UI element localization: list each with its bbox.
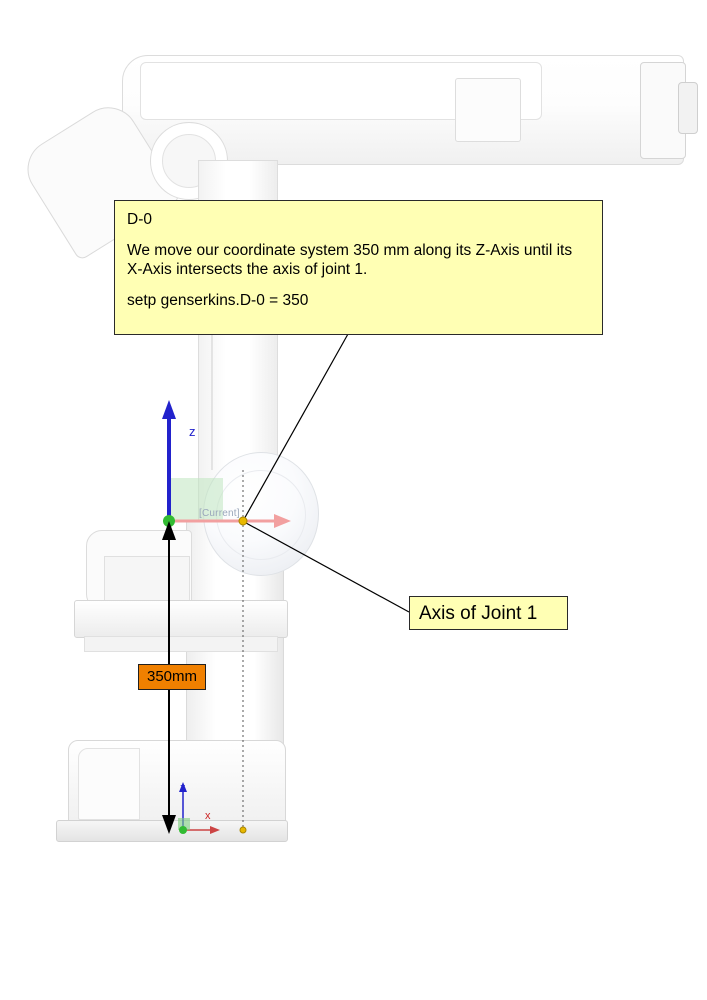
leader-line-joint-axis [246,523,409,612]
origin-marker-lower [179,826,187,834]
callout-d0-body: We move our coordinate system 350 mm along its Z-Axis until its X-Axis intersects the axis of joint 1. [127,242,573,278]
callout-d0-spacer-1 [127,229,590,241]
callout-d0-code: setp genserkins.D-0 = 350 [127,292,309,309]
x-axis-lower-label: x [205,810,211,822]
current-frame-label: [Current] [199,508,240,519]
x-axis-lower-arrowhead [210,826,220,834]
joint1-point-marker [239,517,247,525]
leader-line-d0 [243,334,348,521]
dimension-label-350mm: 350mm [138,664,206,690]
joint-axis-base-marker [240,827,246,833]
callout-d0-spacer-2 [127,279,590,291]
z-axis-upper-label: z [189,424,196,439]
dimension-arrow-down [162,815,176,834]
x-axis-upper-arrowhead [274,514,291,528]
callout-axis-of-joint-1 [409,596,568,630]
z-axis-upper-arrowhead [162,400,176,419]
z-axis-lower-label: z [180,782,186,794]
callout-axis-label: Axis of Joint 1 [419,603,538,624]
callout-d0 [114,200,603,335]
callout-d0-heading: D-0 [127,211,152,228]
